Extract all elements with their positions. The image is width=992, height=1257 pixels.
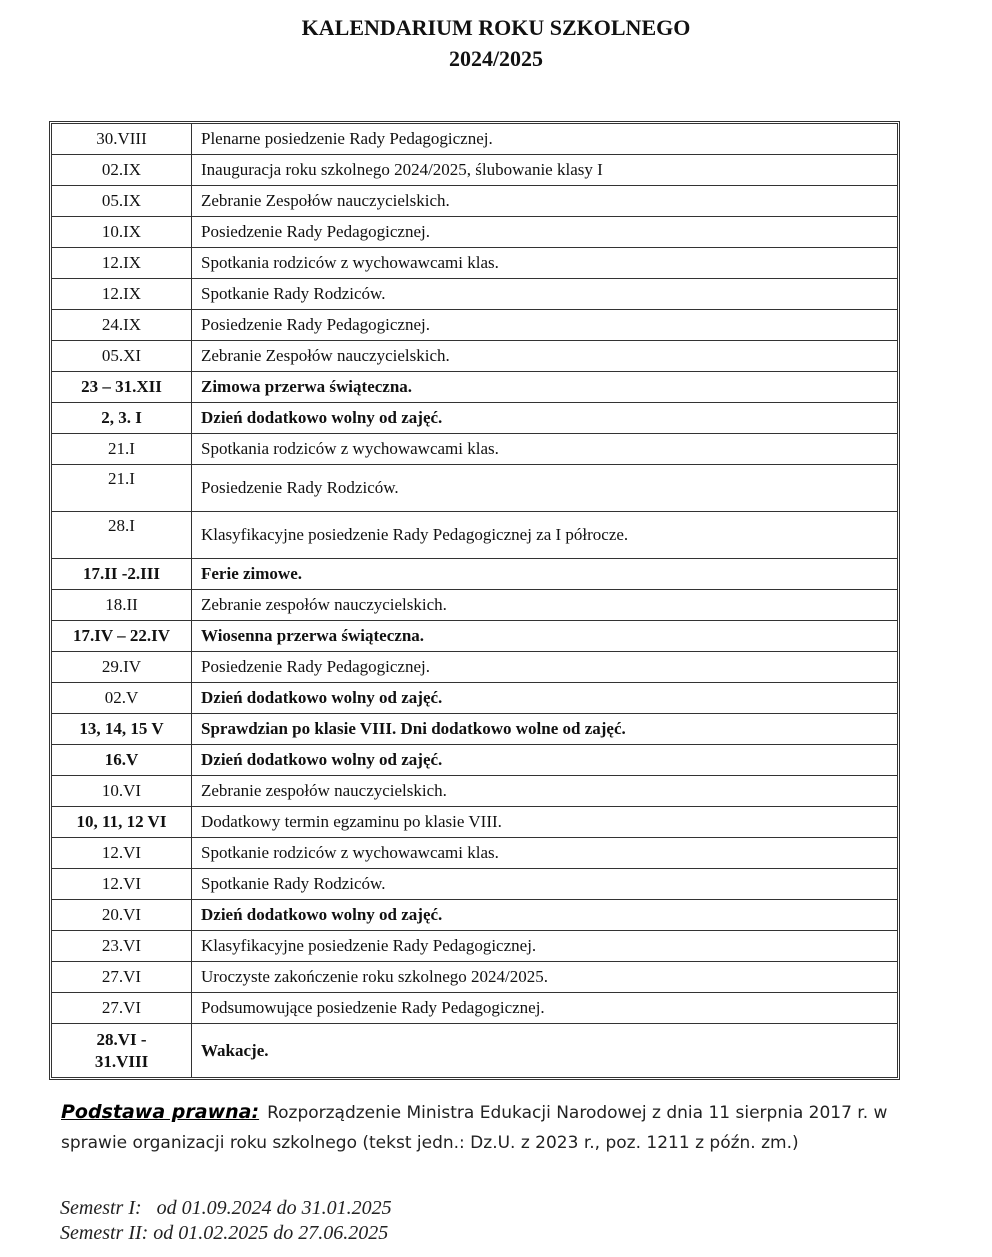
- event-description: Zebranie Zespołów nauczycielskich.: [192, 186, 897, 217]
- legal-basis-text: Rozporządzenie Ministra Edukacji Narodowej z dnia 11 sierpnia 2017 r. w sprawie organizacji roku szkolnego (tekst jedn.: Dz.U. z 2023 r., poz. 1211 z późn. zm.): [61, 1103, 888, 1153]
- event-date: [52, 1024, 192, 1077]
- semester-2: Semestr II: od 01.02.2025 do 27.06.2025: [60, 1222, 389, 1244]
- document-title: KALENDARIUM ROKU SZKOLNEGO: [301, 15, 691, 40]
- event-description: Zebranie zespołów nauczycielskich.: [192, 590, 897, 621]
- table-row: [52, 652, 897, 683]
- event-date: 12.VI: [52, 869, 192, 900]
- event-description: Klasyfikacyjne posiedzenie Rady Pedagogicznej.: [192, 931, 897, 962]
- event-description: Spotkanie rodziców z wychowawcami klas.: [192, 838, 897, 869]
- event-date: 02.V: [52, 683, 192, 714]
- table-row: [52, 434, 897, 465]
- event-date: 18.II: [52, 590, 192, 621]
- event-description: Spotkania rodziców z wychowawcami klas.: [192, 248, 897, 279]
- event-date: 10.VI: [52, 776, 192, 807]
- table-row: [52, 683, 897, 714]
- event-description: Wakacje.: [201, 1040, 269, 1060]
- event-date: 20.VI: [52, 900, 192, 931]
- event-description: Inauguracja roku szkolnego 2024/2025, ślubowanie klasy I: [192, 155, 897, 186]
- table-row: [52, 372, 897, 403]
- table-row: [52, 590, 897, 621]
- table-row: [52, 559, 897, 590]
- event-date: 16.V: [52, 745, 192, 776]
- table-row: [52, 838, 897, 869]
- table-row: [52, 807, 897, 838]
- event-description: Spotkanie Rady Rodziców.: [192, 869, 897, 900]
- table-row: [52, 993, 897, 1024]
- table-row: [52, 341, 897, 372]
- event-description: Dzień dodatkowo wolny od zajęć.: [192, 900, 897, 931]
- event-description: Dzień dodatkowo wolny od zajęć.: [192, 745, 897, 776]
- event-description: Posiedzenie Rady Pedagogicznej.: [192, 217, 897, 248]
- event-date: 21.I: [52, 465, 192, 512]
- event-description: Spotkanie Rady Rodziców.: [192, 279, 897, 310]
- event-date: 02.IX: [52, 155, 192, 186]
- event-description: Zebranie zespołów nauczycielskich.: [192, 776, 897, 807]
- table-row: [52, 714, 897, 745]
- table-row: [52, 186, 897, 217]
- event-description: Podsumowujące posiedzenie Rady Pedagogicznej.: [192, 993, 897, 1024]
- event-date: 12.IX: [52, 248, 192, 279]
- table-row: [52, 403, 897, 434]
- table-row: [52, 869, 897, 900]
- table-row: [52, 931, 897, 962]
- event-date: 27.VI: [52, 993, 192, 1024]
- event-date: 17.II -2.III: [52, 559, 192, 590]
- event-date-line: 28.VI -: [96, 1029, 147, 1049]
- event-date: 13, 14, 15 V: [52, 714, 192, 745]
- event-description: Posiedzenie Rady Pedagogicznej.: [192, 652, 897, 683]
- table-row: [52, 962, 897, 993]
- school-year-title: 2024/2025: [448, 46, 544, 71]
- event-date: 28.I: [52, 512, 192, 559]
- table-row: [52, 1024, 897, 1077]
- legal-basis: [61, 1097, 951, 1158]
- event-date: 29.IV: [52, 652, 192, 683]
- event-description: Posiedzenie Rady Pedagogicznej.: [192, 310, 897, 341]
- event-date: 05.IX: [52, 186, 192, 217]
- event-date: 12.IX: [52, 279, 192, 310]
- table-row: [52, 248, 897, 279]
- table-row: [52, 900, 897, 931]
- event-description: Spotkania rodziców z wychowawcami klas.: [192, 434, 897, 465]
- event-description: Uroczyste zakończenie roku szkolnego 2024/2025.: [192, 962, 897, 993]
- legal-basis-label: Podstawa prawna:: [61, 1101, 260, 1123]
- table-row: [52, 124, 897, 155]
- table-row: [52, 310, 897, 341]
- event-description: Plenarne posiedzenie Rady Pedagogicznej.: [192, 124, 897, 155]
- event-date: 30.VIII: [52, 124, 192, 155]
- table-row: [52, 465, 897, 512]
- event-date: 05.XI: [52, 341, 192, 372]
- calendar-table: [49, 121, 900, 1080]
- table-row: [52, 512, 897, 559]
- event-description: Dzień dodatkowo wolny od zajęć.: [192, 403, 897, 434]
- event-date: 23.VI: [52, 931, 192, 962]
- event-description: Zimowa przerwa świąteczna.: [192, 372, 897, 403]
- table-row: [52, 621, 897, 652]
- table-row: [52, 279, 897, 310]
- event-description: Dodatkowy termin egzaminu po klasie VIII.: [192, 807, 897, 838]
- event-description: Ferie zimowe.: [192, 559, 897, 590]
- event-date: 21.I: [52, 434, 192, 465]
- event-date: 17.IV – 22.IV: [52, 621, 192, 652]
- event-description: Wiosenna przerwa świąteczna.: [192, 621, 897, 652]
- table-row: [52, 217, 897, 248]
- event-description: Klasyfikacyjne posiedzenie Rady Pedagogicznej za I półrocze.: [192, 512, 897, 559]
- event-date: 24.IX: [52, 310, 192, 341]
- event-date: 12.VI: [52, 838, 192, 869]
- event-date-line: 31.VIII: [94, 1051, 149, 1071]
- semester-1: Semestr I: od 01.09.2024 do 31.01.2025: [60, 1197, 392, 1219]
- event-date: 23 – 31.XII: [52, 372, 192, 403]
- event-description: Zebranie Zespołów nauczycielskich.: [192, 341, 897, 372]
- event-description: Dzień dodatkowo wolny od zajęć.: [192, 683, 897, 714]
- event-description: Posiedzenie Rady Rodziców.: [192, 465, 897, 512]
- event-date: 10, 11, 12 VI: [52, 807, 192, 838]
- event-description: Sprawdzian po klasie VIII. Dni dodatkowo wolne od zajęć.: [192, 714, 897, 745]
- event-date: 2, 3. I: [52, 403, 192, 434]
- event-date: 10.IX: [52, 217, 192, 248]
- table-row: [52, 745, 897, 776]
- table-row: [52, 776, 897, 807]
- event-date: 27.VI: [52, 962, 192, 993]
- table-row: [52, 155, 897, 186]
